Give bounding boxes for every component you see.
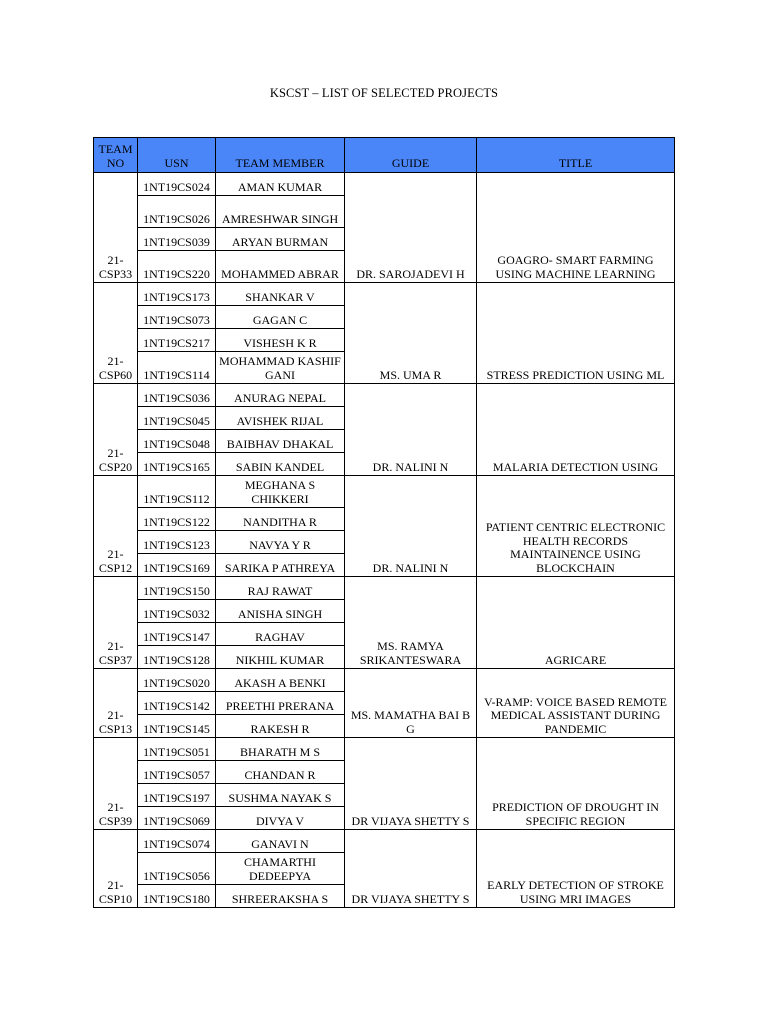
usn-cell: 1NT19CS056 (138, 853, 216, 885)
header-guide: GUIDE (345, 138, 477, 173)
team-member-cell: CHANDAN R (216, 761, 345, 784)
guide-cell: DR VIJAYA SHETTY S (345, 738, 477, 830)
team-member-cell: MOHAMMAD KASHIF GANI (216, 352, 345, 384)
usn-cell: 1NT19CS073 (138, 306, 216, 329)
usn-cell: 1NT19CS217 (138, 329, 216, 352)
team-member-cell: AMAN KUMAR (216, 173, 345, 196)
usn-cell: 1NT19CS039 (138, 228, 216, 251)
guide-cell: MS. UMA R (345, 283, 477, 384)
document-title: KSCST – LIST OF SELECTED PROJECTS (269, 86, 499, 100)
header-title: TITLE (477, 138, 675, 173)
team-member-cell: AKASH A BENKI (216, 669, 345, 692)
team-no-cell: 21-CSP13 (94, 669, 138, 738)
table-row (94, 283, 675, 306)
team-member-cell: SUSHMA NAYAK S (216, 784, 345, 807)
usn-cell: 1NT19CS024 (138, 173, 216, 196)
usn-cell: 1NT19CS147 (138, 623, 216, 646)
table-body (94, 173, 675, 908)
projects-table (93, 137, 675, 908)
project-title-cell: V-RAMP: VOICE BASED REMOTE MEDICAL ASSISTANT DURING PANDEMIC (477, 669, 675, 738)
usn-cell: 1NT19CS165 (138, 453, 216, 476)
table-row (94, 577, 675, 600)
team-member-cell: ARYAN BURMAN (216, 228, 345, 251)
usn-cell: 1NT19CS123 (138, 531, 216, 554)
team-member-cell: ANURAG NEPAL (216, 384, 345, 407)
team-member-cell: GAGAN C (216, 306, 345, 329)
usn-cell: 1NT19CS220 (138, 251, 216, 283)
team-no-cell: 21-CSP10 (94, 830, 138, 908)
usn-cell: 1NT19CS114 (138, 352, 216, 384)
project-title-cell: PATIENT CENTRIC ELECTRONIC HEALTH RECORDS MAINTAINENCE USING BLOCKCHAIN (477, 476, 675, 577)
usn-cell: 1NT19CS045 (138, 407, 216, 430)
usn-cell: 1NT19CS020 (138, 669, 216, 692)
table-row (94, 669, 675, 692)
table-row (94, 738, 675, 761)
header-team-no: TEAM NO (94, 138, 138, 173)
team-member-cell: PREETHI PRERANA (216, 692, 345, 715)
usn-cell: 1NT19CS169 (138, 554, 216, 577)
project-title-cell: STRESS PREDICTION USING ML (477, 283, 675, 384)
header-team-member: TEAM MEMBER (216, 138, 345, 173)
usn-cell: 1NT19CS142 (138, 692, 216, 715)
usn-cell: 1NT19CS112 (138, 476, 216, 508)
team-member-cell: RAJ RAWAT (216, 577, 345, 600)
team-member-cell: SARIKA P ATHREYA (216, 554, 345, 577)
team-member-cell: MOHAMMED ABRAR (216, 251, 345, 283)
usn-cell: 1NT19CS180 (138, 885, 216, 908)
team-member-cell: SABIN KANDEL (216, 453, 345, 476)
header-usn: USN (138, 138, 216, 173)
team-member-cell: CHAMARTHI DEDEEPYA (216, 853, 345, 885)
usn-cell: 1NT19CS032 (138, 600, 216, 623)
team-member-cell: NAVYA Y R (216, 531, 345, 554)
usn-cell: 1NT19CS026 (138, 196, 216, 228)
team-member-cell: SHANKAR V (216, 283, 345, 306)
guide-cell: DR. NALINI N (345, 384, 477, 476)
team-member-cell: GANAVI N (216, 830, 345, 853)
guide-cell: MS. MAMATHA BAI B G (345, 669, 477, 738)
usn-cell: 1NT19CS048 (138, 430, 216, 453)
usn-cell: 1NT19CS069 (138, 807, 216, 830)
project-title-cell: PREDICTION OF DROUGHT IN SPECIFIC REGION (477, 738, 675, 830)
team-member-cell: BHARATH M S (216, 738, 345, 761)
usn-cell: 1NT19CS036 (138, 384, 216, 407)
team-no-cell: 21-CSP39 (94, 738, 138, 830)
usn-cell: 1NT19CS173 (138, 283, 216, 306)
guide-cell: DR. NALINI N (345, 476, 477, 577)
table-row (94, 384, 675, 407)
guide-cell: DR. SAROJADEVI H (345, 173, 477, 283)
usn-cell: 1NT19CS145 (138, 715, 216, 738)
team-no-cell: 21-CSP37 (94, 577, 138, 669)
team-member-cell: AVISHEK RIJAL (216, 407, 345, 430)
table-header-row (94, 138, 675, 173)
usn-cell: 1NT19CS057 (138, 761, 216, 784)
usn-cell: 1NT19CS051 (138, 738, 216, 761)
team-no-cell: 21-CSP60 (94, 283, 138, 384)
usn-cell: 1NT19CS074 (138, 830, 216, 853)
team-member-cell: RAGHAV (216, 623, 345, 646)
guide-cell: MS. RAMYA SRIKANTESWARA (345, 577, 477, 669)
team-member-cell: NANDITHA R (216, 508, 345, 531)
guide-cell: DR VIJAYA SHETTY S (345, 830, 477, 908)
project-title-cell: GOAGRO- SMART FARMING USING MACHINE LEARNING (477, 173, 675, 283)
table-row (94, 830, 675, 853)
usn-cell: 1NT19CS197 (138, 784, 216, 807)
table-row (94, 476, 675, 508)
team-member-cell: MEGHANA S CHIKKERI (216, 476, 345, 508)
team-member-cell: AMRESHWAR SINGH (216, 196, 345, 228)
team-member-cell: VISHESH K R (216, 329, 345, 352)
table-row (94, 173, 675, 196)
usn-cell: 1NT19CS122 (138, 508, 216, 531)
usn-cell: 1NT19CS128 (138, 646, 216, 669)
team-member-cell: SHREERAKSHA S (216, 885, 345, 908)
team-member-cell: NIKHIL KUMAR (216, 646, 345, 669)
team-member-cell: DIVYA V (216, 807, 345, 830)
team-no-cell: 21-CSP12 (94, 476, 138, 577)
team-member-cell: RAKESH R (216, 715, 345, 738)
project-title-cell: EARLY DETECTION OF STROKE USING MRI IMAGES (477, 830, 675, 908)
project-title-cell: MALARIA DETECTION USING (477, 384, 675, 476)
usn-cell: 1NT19CS150 (138, 577, 216, 600)
project-title-cell: AGRICARE (477, 577, 675, 669)
team-no-cell: 21-CSP33 (94, 173, 138, 283)
team-member-cell: ANISHA SINGH (216, 600, 345, 623)
team-member-cell: BAIBHAV DHAKAL (216, 430, 345, 453)
team-no-cell: 21-CSP20 (94, 384, 138, 476)
